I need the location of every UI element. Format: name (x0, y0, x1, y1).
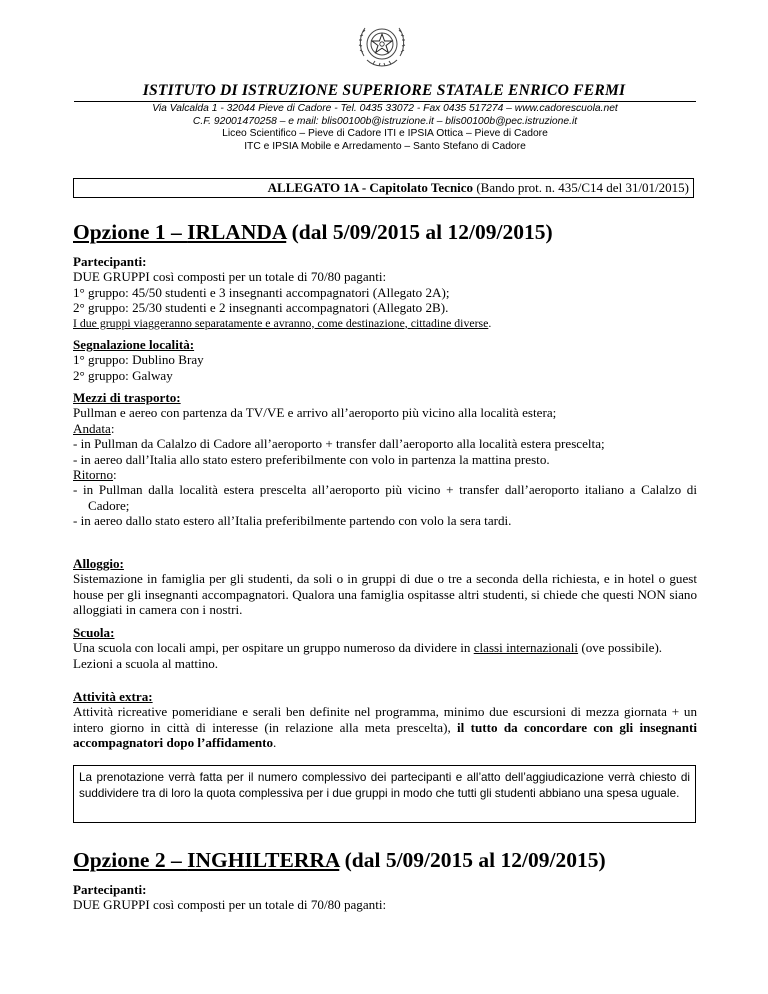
alloggio-heading: Alloggio: (73, 556, 124, 571)
booking-note-box: La prenotazione verrà fatta per il numero complessivo dei partecipanti e all’atto dell’aggiudicazione verrà chiesto di suddividere tra di loro la quota complessiva per i due gruppi in modo che tutti gli studenti abbiano una spesa uguale. (73, 765, 696, 823)
localita-line: 2° gruppo: Galway (73, 367, 173, 383)
option-1-title (73, 220, 553, 245)
option-1-scuola (73, 625, 697, 671)
allegato-protocol: (Bando prot. n. 435/C14 del 31/01/2015) (473, 180, 689, 195)
option-2-partecipanti (73, 882, 697, 913)
ritorno-item: - in aereo dallo stato estero all’Italia preferibilmente partendo con volo la sera tardi. (73, 513, 512, 529)
attivita-heading: Attività extra: (73, 689, 153, 704)
schools-line-1: Liceo Scientifico – Pieve di Cadore ITI e IPSIA Ottica – Pieve di Cadore (222, 128, 548, 140)
header-divider (74, 101, 696, 102)
alloggio-text: Sistemazione in famiglia per gli studenti, da soli o in gruppi di due o tre a seconda della richiesta, e in hotel o guest house per gli insegnanti accompagnatori. Qualora una famiglia ospitasse altri studenti, si chiede che questi NON siano alloggiati in camera con i nostri. (73, 571, 697, 618)
ritorno-item: - in Pullman dalla località estera prescelta all’aeroporto più vicino + transfer dall’aeroporto italiano a Calalzo di Cadore; (73, 482, 697, 513)
address-line: Via Valcalda 1 - 32044 Pieve di Cadore - Tel. 0435 33072 - Fax 0435 517274 – www.cadorescuola.net (152, 103, 618, 114)
option-2-title (73, 848, 606, 873)
ritorno-label: Ritorno (73, 467, 114, 483)
scuola-text: Una scuola con locali ampi, per ospitare un gruppo numeroso da dividere in (73, 640, 474, 656)
scuola-classi-internazionali: classi internazionali (473, 640, 579, 656)
cf-email-line: C.F. 92001470258 – e mail: blis00100b@istruzione.it – blis00100b@pec.istruzione.it (192, 115, 578, 127)
andata-item: - in Pullman da Calalzo di Cadore all’aeroporto + transfer dall’aeroporto alla località estera prescelta; (73, 436, 605, 452)
groups-note: I due gruppi viaggeranno separatamente e avranno, come destinazione, cittadine diverse (73, 315, 489, 330)
trasporto-intro: Pullman e aereo con partenza da TV/VE e arrivo all’aeroporto più vicino alla località estera; (73, 405, 557, 421)
localita-heading: Segnalazione località: (73, 337, 195, 352)
option-1-localita (73, 337, 697, 383)
partecipanti-heading-2: Partecipanti: (73, 882, 147, 897)
andata-label: Andata (73, 420, 111, 436)
option-1-attivita (73, 689, 697, 751)
allegato-title: ALLEGATO 1A - Capitolato Tecnico (267, 180, 474, 195)
institute-contacts (74, 103, 696, 153)
option-2-dates: (dal 5/09/2015 al 12/09/2015) (339, 848, 606, 872)
attivita-bold-text: il tutto da concordare con gli insegnanti accompagnatori dopo l’affidamento (73, 719, 697, 751)
option-1-country: IRLANDA (187, 220, 287, 244)
partecipanti-line: DUE GRUPPI così composti per un totale di 70/80 paganti: (73, 269, 387, 285)
option-1-dates: (dal 5/09/2015 al 12/09/2015) (286, 220, 553, 244)
italian-republic-emblem-icon (351, 14, 413, 76)
option-2-country: INGHILTERRA (187, 848, 340, 872)
option-2-prefix: Opzione 2 – (73, 848, 188, 872)
option-1-alloggio (73, 556, 697, 618)
option-1-prefix: Opzione 1 – (73, 220, 188, 244)
partecipanti-line-2: DUE GRUPPI così composti per un totale di 70/80 paganti: (73, 897, 387, 913)
option-1-trasporto: Mezzi di trasporto: Pullman e aereo con partenza da TV/VE e arrivo all’aeroporto più vicino alla località estera; Andata: - in Pullman da Calalzo di Cadore all’aeroporto + transfer dall’aeroporto alla località estera prescelta; - in aereo dall’Italia allo stato estero preferibilmente con volo in partenza la mattina presto. Ritorno: - in Pullman dalla località estera prescelta all’aeroporto più vicino + transfer dall’aeroporto italiano a Calalzo di Cadore; - in aereo dallo stato estero all’Italia preferibilmente partendo con volo la sera tardi. (73, 390, 697, 529)
option-1-partecipanti (73, 254, 697, 330)
trasporto-heading: Mezzi di trasporto: (73, 390, 181, 405)
schools-line-2: ITC e IPSIA Mobile e Arredamento – Santo Stefano di Cadore (244, 140, 526, 152)
andata-item: - in aereo dall’Italia allo stato estero preferibilmente con volo in partenza la mattina presto. (73, 451, 550, 467)
scuola-line-2: Lezioni a scuola al mattino. (73, 655, 219, 671)
attivita-end: . (273, 735, 277, 751)
partecipanti-line: 2° gruppo: 25/30 studenti e 2 insegnanti accompagnatori (Allegato 2B). (73, 300, 449, 316)
partecipanti-line: 1° gruppo: 45/50 studenti e 3 insegnanti accompagnatori (Allegato 2A); (73, 284, 450, 300)
attivita-text: Attività ricreative pomeridiane e serali ben definite nel programma, minimo due escursioni di mezza giornata + un intero giorno in città di interesse (in relazione alla meta prescelta), (73, 704, 697, 735)
scuola-text-after: (ove possibile). (581, 640, 663, 656)
groups-note-end: . (488, 315, 492, 330)
partecipanti-heading: Partecipanti: (73, 254, 147, 269)
scuola-heading: Scuola: (73, 625, 115, 640)
allegato-box (73, 178, 694, 198)
localita-line: 1° gruppo: Dublino Bray (73, 352, 204, 368)
institute-name: ISTITUTO DI ISTRUZIONE SUPERIORE STATALE ENRICO FERMI (142, 82, 626, 99)
